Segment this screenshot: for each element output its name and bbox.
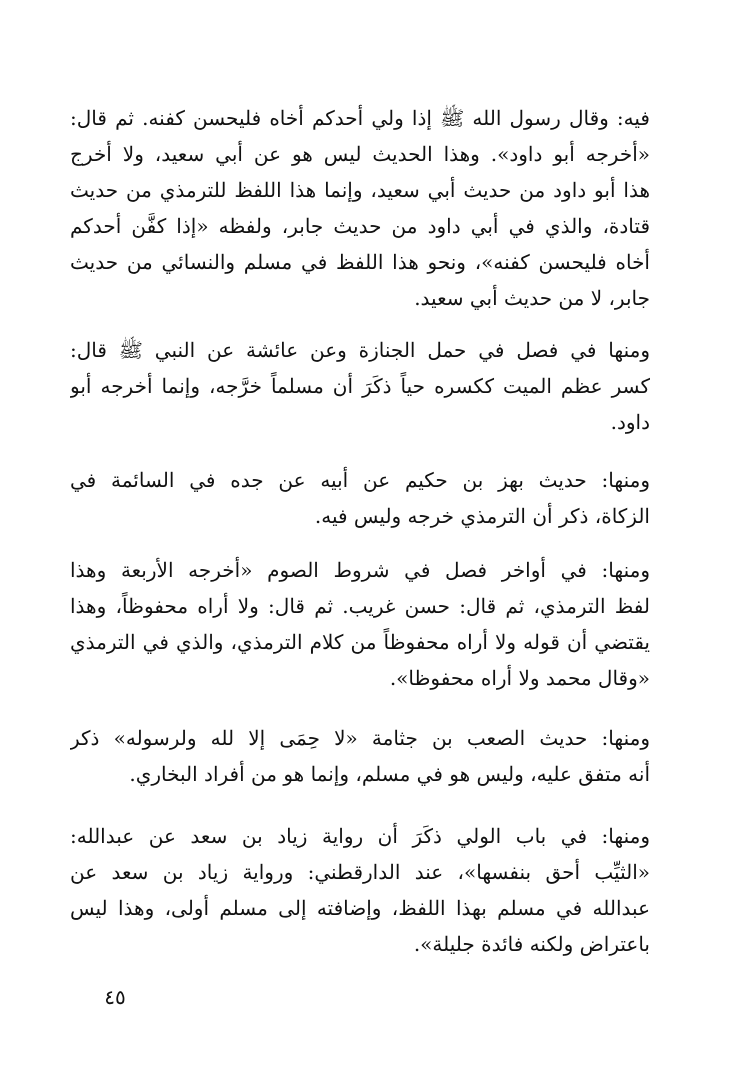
text-line: ومنها: حديث بهز بن حكيم عن أبيه عن جده في السائمة في	[70, 468, 650, 492]
text-line: «الثيِّب أحق بنفسها»، عند الدارقطني: ورواية زياد بن سعد عن	[70, 860, 650, 884]
text-line: عبدالله في مسلم بهذا اللفظ، وإضافته إلى مسلم أولى، وهذا ليس	[70, 896, 650, 920]
paragraph-4	[70, 552, 650, 696]
text-line: ومنها: في أواخر فصل في شروط الصوم «أخرجه الأربعة وهذا	[70, 558, 650, 582]
page-body	[70, 100, 650, 962]
text-line: «وقال محمد ولا أراه محفوظا».	[389, 666, 650, 690]
text-line: قتادة، والذي في أبي داود من حديث جابر، ولفظه «إذا كفَّن أحدكم	[70, 214, 650, 238]
text-line: الزكاة، ذكر أن الترمذي خرجه وليس فيه.	[314, 504, 650, 528]
text-line: هذا أبو داود من حديث أبي سعيد، وإنما هذا اللفظ للترمذي من حديث	[70, 178, 650, 202]
text-line: أنه متفق عليه، وليس هو في مسلم، وإنما هو من أفراد البخاري.	[129, 762, 650, 786]
paragraph-3	[70, 462, 650, 534]
paragraph-2	[70, 332, 650, 440]
text-line: لفظ الترمذي، ثم قال: حسن غريب. ثم قال: ولا أراه محفوظاً، وهذا	[70, 594, 650, 618]
paragraph-5	[70, 720, 650, 792]
text-line: ومنها: حديث الصعب بن جثامة «لا حِمَى إلا لله ولرسوله» ذكر	[70, 726, 650, 750]
text-line: فيه: وقال رسول الله ﷺ إذا ولي أحدكم أخاه فليحسن كفنه. ثم قال:	[70, 106, 650, 130]
paragraph-6	[70, 818, 650, 962]
page-number: ٤٥	[104, 985, 126, 1009]
text-line: ومنها في فصل في حمل الجنازة وعن عائشة عن النبي ﷺ قال:	[70, 338, 650, 362]
text-line: يقتضي أن قوله ولا أراه محفوظاً من كلام الترمذي، والذي في الترمذي	[70, 630, 650, 654]
text-line: ومنها: في باب الولي ذكَرَ أن رواية زياد بن سعد عن عبدالله:	[70, 824, 650, 848]
text-line: جابر، لا من حديث أبي سعيد.	[414, 286, 650, 310]
text-line: أخاه فليحسن كفنه»، ونحو هذا اللفظ في مسلم والنسائي من حديث	[70, 250, 650, 274]
text-line: كسر عظم الميت ككسره حياً ذكَرَ أن مسلماً خرَّجه، وإنما أخرجه أبو	[70, 374, 650, 398]
paragraph-1	[70, 100, 650, 316]
text-line: داود.	[610, 410, 650, 434]
text-line: «أخرجه أبو داود». وهذا الحديث ليس هو عن أبي سعيد، ولا أخرج	[70, 142, 650, 166]
text-line: باعتراض ولكنه فائدة جليلة».	[413, 932, 650, 956]
